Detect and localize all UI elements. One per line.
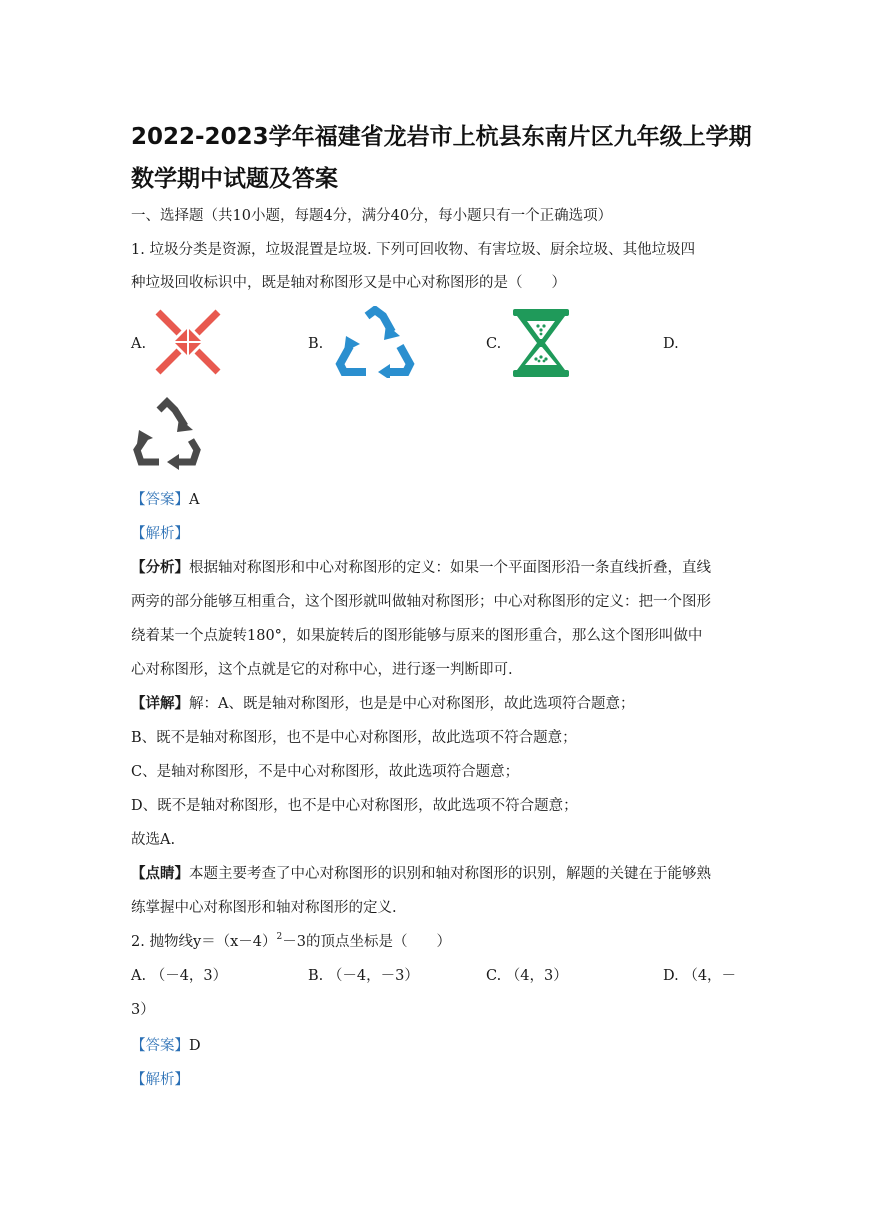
q1-xiangjie-line-2: B、既不是轴对称图形，也不是中心对称图形，故此选项不符合题意； [131, 730, 577, 746]
q2-option-a: A. （－4，3） [131, 968, 228, 984]
q1-answer-value: A [189, 492, 200, 508]
q1-option-d-label: D. [663, 336, 679, 352]
q2-answer-tag: 【答案】 [131, 1038, 189, 1054]
q1-dianjing-line-1: 本题主要考查了中心对称图形的识别和轴对称图形的识别，解题的关键在于能够熟 [189, 866, 711, 882]
q1-xiangjie-line-3: C、是轴对称图形，不是中心对称图形，故此选项符合题意； [131, 764, 520, 780]
recyclable-arrows-icon [154, 308, 222, 376]
q1-xiangjie-line-4: D、既不是轴对称图形，也不是中心对称图形，故此选项不符合题意； [131, 798, 578, 814]
q1-dianjing-tag: 【点睛】 [131, 865, 189, 882]
q1-analysis-tag: 【解析】 [131, 526, 189, 542]
q1-fenxi-line-4: 心对称图形，这个点就是它的对称中心，进行逐一判断即可. [131, 662, 513, 678]
q2-option-d: D. （4，－ [663, 968, 737, 984]
q2-option-c: C. （4，3） [486, 968, 568, 984]
q1-fenxi-line-3: 绕着某一个点旋转180°，如果旋转后的图形能够与原来的图形重合，那么这个图形叫做中 [131, 628, 703, 644]
q1-fenxi-line-1: 根据轴对称图形和中心对称图形的定义：如果一个平面图形沿一条直线折叠，直线 [189, 560, 711, 576]
q1-stem-line-2: 种垃圾回收标识中，既是轴对称图形又是中心对称图形的是（ ） [131, 275, 566, 291]
q2-analysis-tag: 【解析】 [131, 1072, 189, 1088]
q2-option-d-continued: 3） [131, 1002, 155, 1018]
q2-answer-value: D [189, 1038, 201, 1054]
q1-fenxi-line-2: 两旁的部分能够互相重合，这个图形就叫做轴对称图形；中心对称图形的定义：把一个图形 [131, 594, 711, 610]
q1-dianjing-line-2: 练掌握中心对称图形和轴对称图形的定义. [131, 900, 397, 916]
q1-xiangjie-line-5: 故选A. [131, 832, 176, 848]
q2-stem-exponent: 2 [276, 932, 283, 942]
q2-option-b: B. （－4，－3） [308, 968, 419, 984]
other-waste-triangle-icon [131, 396, 203, 472]
q2-stem-part-2: －3的顶点坐标是（ ） [282, 934, 452, 950]
q1-stem-line-1: 1. 垃圾分类是资源，垃圾混置是垃圾. 下列可回收物、有害垃圾、厨余垃圾、其他垃圾四 [131, 242, 696, 258]
page-title-line-1: 2022-2023学年福建省龙岩市上杭县东南片区九年级上学期 [131, 124, 752, 150]
page-title-line-2: 数学期中试题及答案 [131, 166, 338, 192]
q1-xiangjie-tag: 【详解】 [131, 695, 189, 712]
q1-fenxi-tag: 【分析】 [131, 559, 189, 576]
q1-xiangjie-line-1: 解：A、既是轴对称图形，也是是中心对称图形，故此选项符合题意； [189, 696, 635, 712]
kitchen-hourglass-icon [511, 307, 571, 379]
hazardous-triangle-icon [334, 306, 416, 378]
q2-stem-part-1: 2. 抛物线y＝（x－4） [131, 934, 277, 950]
q1-option-c-label: C. [486, 336, 502, 352]
q1-option-b-label: B. [308, 336, 324, 352]
section-header: 一、选择题（共10小题，每题4分，满分40分，每小题只有一个正确选项） [131, 208, 613, 224]
q1-option-a-label: A. [131, 336, 147, 352]
q1-answer-tag: 【答案】 [131, 492, 189, 508]
